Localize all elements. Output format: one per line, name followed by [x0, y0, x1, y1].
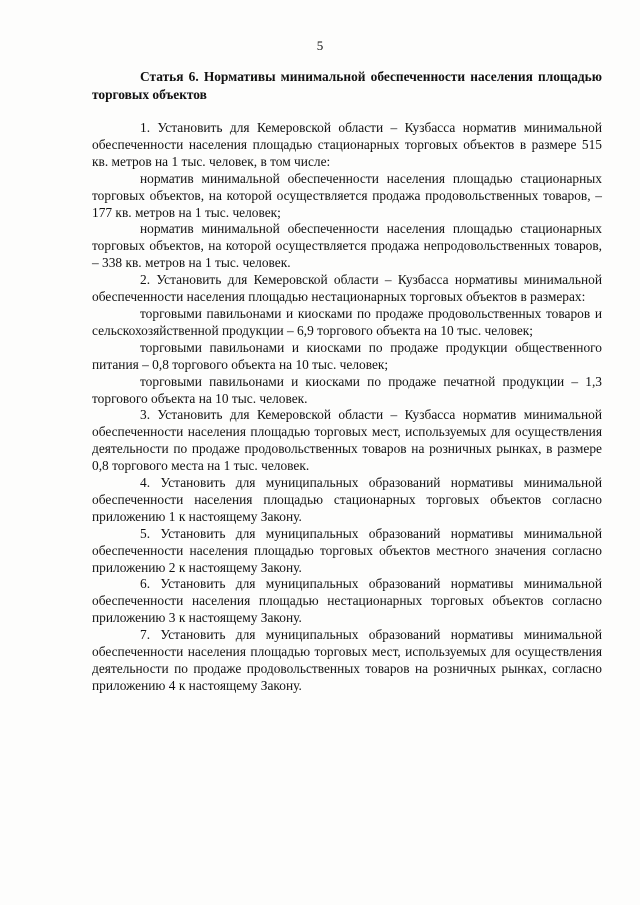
paragraph-3: 3. Установить для Кемеровской области – Кузбасса норматив минимальной обеспеченности населения площадью торговых мест, используемых для осуществления деятельности по продаже продовольственных товаров на розничных рынках, в размере 0,8 торгового места на 1 тыс. человек. — [92, 407, 602, 474]
article-body — [92, 120, 602, 695]
paragraph-1: 1. Установить для Кемеровской области – Кузбасса норматив минимальной обеспеченности населения площадью стационарных торговых объектов в размере 515 кв. метров на 1 тыс. человек, в том числе: — [92, 120, 602, 169]
paragraph-2: 2. Установить для Кемеровской области – Кузбасса нормативы минимальной обеспеченности населения площадью нестационарных торговых объектов в размерах: — [92, 272, 602, 305]
paragraph-1-sub-1: норматив минимальной обеспеченности населения площадью стационарных торговых объектов, на которой осуществляется продажа продовольственных товаров, – 177 кв. метров на 1 тыс. человек; — [92, 170, 602, 220]
paragraph-2-sub-2: торговыми павильонами и киосками по продаже продукции общественного питания – 0,8 торгового объекта на 10 тыс. человек; — [92, 339, 602, 372]
paragraph-1-sub-2: норматив минимальной обеспеченности населения площадью стационарных торговых объектов, на которой осуществляется продажа непродовольственных товаров, – 338 кв. метров на 1 тыс. человек. — [92, 221, 602, 271]
paragraph-5: 5. Установить для муниципальных образований нормативы минимальной обеспеченности населения площадью торговых объектов местного значения согласно приложению 2 к настоящему Закону. — [92, 525, 602, 575]
paragraph-6: 6. Установить для муниципальных образований нормативы минимальной обеспеченности населения площадью нестационарных торговых объектов согласно приложению 3 к настоящему Закону. — [92, 576, 602, 626]
paragraph-4: 4. Установить для муниципальных образований нормативы минимальной обеспеченности населения площадью стационарных торговых объектов согласно приложению 1 к настоящему Закону. — [92, 475, 602, 524]
paragraph-2-sub-1: торговыми павильонами и киосками по продаже продовольственных товаров и сельскохозяйственной продукции – 6,9 торгового объекта на 10 тыс. человек; — [92, 305, 602, 338]
page-number: 5 — [316, 38, 324, 53]
paragraph-2-sub-3: торговыми павильонами и киосками по продаже печатной продукции – 1,3 торгового объекта на 10 тыс. человек. — [92, 373, 602, 406]
article-heading: Статья 6. Нормативы минимальной обеспеченности населения площадью торговых объектов — [92, 69, 602, 102]
paragraph-7: 7. Установить для муниципальных образований нормативы минимальной обеспеченности населения площадью торговых мест, используемых для осуществления деятельности по продаже продовольственных товаров на розничных рынках, согласно приложению 4 к настоящему Закону. — [92, 627, 602, 693]
